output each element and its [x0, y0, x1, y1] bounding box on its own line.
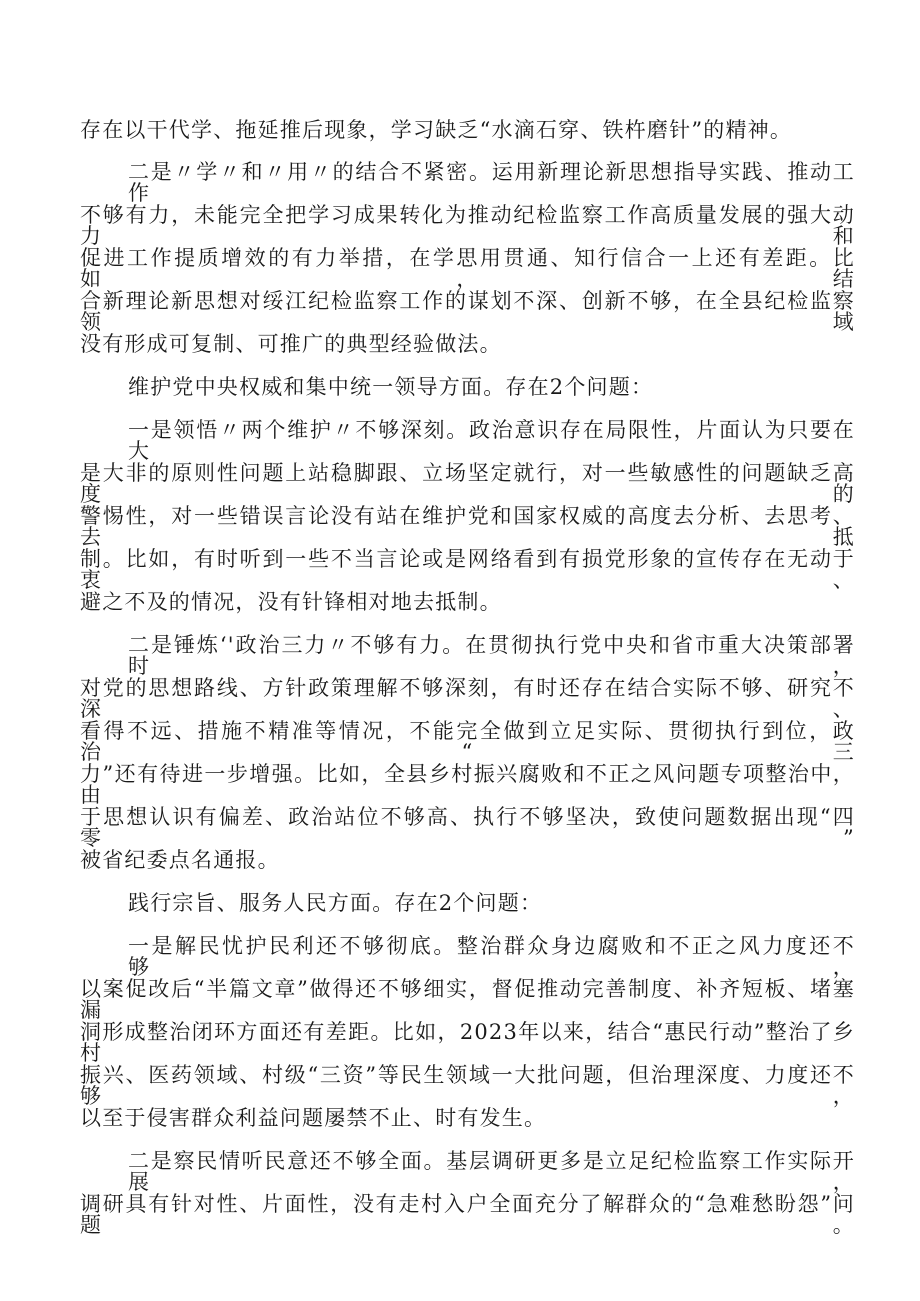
text-line: 二是锤炼‘'政治三力〃不够有力。在贯彻执行党中央和省市重大决策部署时，	[128, 633, 855, 678]
text-line: 存在以干代学、拖延推后现象，学习缺乏“水滴石穿、铁杵磨针”的精神。	[80, 118, 793, 142]
text-line: 振兴、医药领域、村级“三资”等民生领域一大批问题，但治理深度、力度还不够，	[80, 1063, 855, 1108]
text-line: 是大非的原则性问题上站稳脚跟、立场坚定就行，对一些敏感性的问题缺乏高度的	[80, 461, 855, 506]
text-line: 不够有力，未能完全把学习成果转化为推动纪检监察工作高质量发展的强大动力和	[80, 203, 855, 248]
text-line: 避之不及的情况，没有针锋相对地去抵制。	[80, 590, 502, 614]
text-line: 二是〃学〃和〃用〃的结合不紧密。运用新理论新思想指导实践、推动工作	[128, 160, 855, 205]
text-line: 于思想认识有偏差、政治站位不够高、执行不够坚决，致使问题数据出现“四零”	[80, 805, 855, 850]
text-line: 二是察民情听民意还不够全面。基层调研更多是立足纪检监察工作实际开展，	[128, 1149, 855, 1194]
text-line: 促进工作提质增效的有力举措，在学思用贯通、知行信合一上还有差距。比如，结	[80, 246, 855, 291]
text-line: 看得不远、措施不精准等情况，不能完全做到立足实际、贯彻执行到位，政治“三	[80, 719, 855, 764]
text-line: 被省纪委点名通报。	[80, 848, 280, 872]
section-heading: 践行宗旨、服务人民方面。存在2个问题：	[128, 891, 543, 915]
text-line: 合新理论新思想对绥江纪检监察工作的谋划不深、创新不够，在全县纪检监察领域	[80, 289, 855, 334]
text-line: 一是解民忧护民利还不够彻底。整治群众身边腐败和不正之风力度还不够，	[128, 934, 855, 979]
text-line: 制。比如，有时听到一些不当言论或是网络看到有损党形象的宣传存在无动于衷、	[80, 547, 855, 592]
text-line: 以案促改后“半篇文章”做得还不够细实，督促推动完善制度、补齐短板、堵塞漏	[80, 977, 855, 1022]
text-line: 以至于侵害群众利益问题屡禁不止、时有发生。	[80, 1106, 547, 1130]
text-line: 洞形成整治闭环方面还有差距。比如，2023年以来，结合“惠民行动”整治了乡村	[80, 1020, 855, 1065]
text-line: 力”还有待进一步增强。比如，全县乡村振兴腐败和不正之风问题专项整治中，由	[80, 762, 855, 807]
text-line: 警惕性，对一些错误言论没有站在维护党和国家权威的高度去分析、去思考、去抵	[80, 504, 855, 549]
text-line: 调研具有针对性、片面性，没有走村入户全面充分了解群众的“急难愁盼怨”问题。	[80, 1192, 855, 1237]
text-line: 对党的思想路线、方针政策理解不够深刻，有时还存在结合实际不够、研究不深、	[80, 676, 855, 721]
text-line: 一是领悟〃两个维护〃不够深刻。政治意识存在局限性，片面认为只要在大	[128, 418, 855, 463]
section-heading: 维护党中央权威和集中统一领导方面。存在2个问题：	[128, 375, 654, 399]
text-line: 没有形成可复制、可推广的典型经验做法。	[80, 332, 502, 356]
